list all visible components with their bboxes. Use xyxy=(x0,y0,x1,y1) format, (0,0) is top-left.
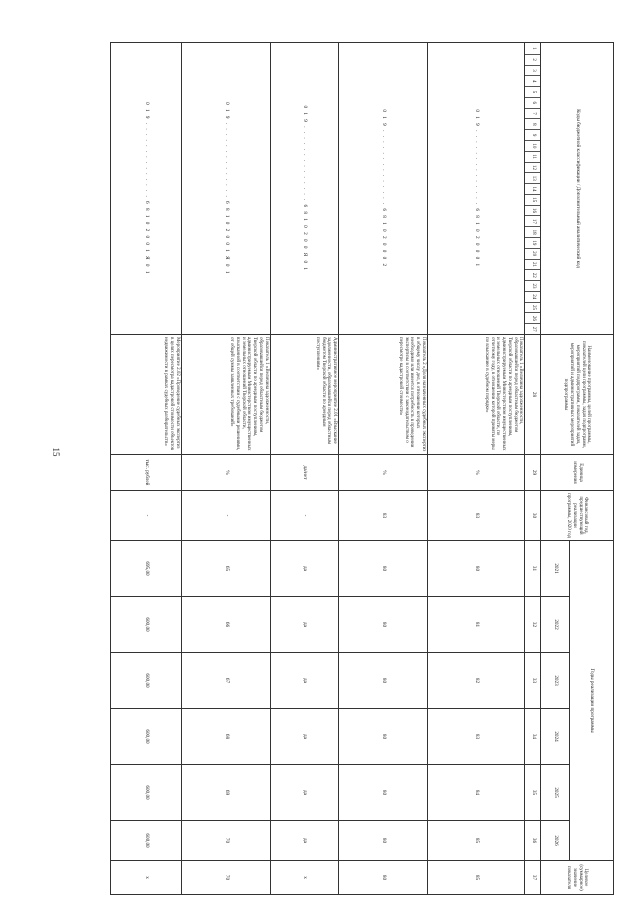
row-value-2021: 695,00 xyxy=(111,541,182,597)
col-num-unit: 29 xyxy=(525,455,541,491)
row-final: 70 xyxy=(181,861,270,895)
row-value-2024: 68 xyxy=(181,709,270,765)
row-value-2025: да xyxy=(270,765,339,821)
code-column-number: 21 xyxy=(525,259,540,270)
code-column-numbers xyxy=(525,43,540,334)
row-value-2023: да xyxy=(270,653,339,709)
row-value-2025: 600,00 xyxy=(111,765,182,821)
budget-codes-header: Коды бюджетной классификации / Дополнительный аналитический код xyxy=(540,43,613,335)
column-number-row xyxy=(525,43,541,895)
code-column-number: 5 xyxy=(525,86,540,97)
row-fin-year: - xyxy=(181,491,270,541)
row-value-2024: 80 xyxy=(339,709,428,765)
row-value-2026: 80 xyxy=(339,821,428,861)
code-column-number: 4 xyxy=(525,75,540,86)
col-num-2022: 32 xyxy=(525,597,541,653)
code-column-number: 24 xyxy=(525,291,540,302)
row-codes: 0 1 9 . . . . . . . . . . . . . . 6 8 1 0 2 0 0 0 1 xyxy=(427,43,525,335)
row-value-2024: 83 xyxy=(427,709,525,765)
row-name: Показатель 2 «Доля назначенных судебных экспертиз в общему числу дел, в отношении которых необходимо или имеется потребность в проведении экспертизы в соответствии с законодательством о пересмотре кадастровой стоимости» xyxy=(339,335,428,455)
code-column-number: 13 xyxy=(525,172,540,183)
row-unit: % xyxy=(181,455,270,491)
code-column-number: 26 xyxy=(525,312,540,323)
row-codes: 0 1 9 . . . . . . . . . . . . . . 6 8 1 0 2 0 0 0 2 xyxy=(339,43,428,335)
unit-header: Единица измерения xyxy=(540,455,613,491)
table-row xyxy=(427,43,525,895)
row-codes: 0 1 9 . . . . . . . . . . . . . . 6 8 1 0 2 0 0 1 Я 0 1 xyxy=(111,43,182,335)
row-value-2022: 80 xyxy=(339,597,428,653)
col-num-2024: 34 xyxy=(525,709,541,765)
col-num-2025: 35 xyxy=(525,765,541,821)
row-unit: % xyxy=(339,455,428,491)
col-num-name: 28 xyxy=(525,335,541,455)
table-row xyxy=(111,43,182,895)
row-value-2022: да xyxy=(270,597,339,653)
row-codes: 0 1 9 . . . . . . . . . . . . . . 6 8 1 0 2 0 0 Я 0 1 xyxy=(270,43,339,335)
row-value-2021: 80 xyxy=(427,541,525,597)
row-value-2021: 80 xyxy=(339,541,428,597)
code-column-number: 20 xyxy=(525,248,540,259)
row-value-2023: 67 xyxy=(181,653,270,709)
row-value-2023: 80 xyxy=(339,653,428,709)
code-column-number: 14 xyxy=(525,183,540,194)
row-fin-year: - xyxy=(111,491,182,541)
row-fin-year: 83 xyxy=(339,491,428,541)
col-num-fin: 30 xyxy=(525,491,541,541)
budget-codes-title: Коды бюджетной классификации xyxy=(574,109,581,183)
row-value-2026: 600,00 xyxy=(111,821,182,861)
code-column-number: 2 xyxy=(525,54,540,65)
code-column-number: 1 xyxy=(530,47,536,50)
row-value-2026: 70 xyxy=(181,821,270,861)
col-num-final: 37 xyxy=(525,861,541,895)
table-row xyxy=(270,43,339,895)
row-unit: тыс. рублей xyxy=(111,455,182,491)
code-column-number: 8 xyxy=(525,118,540,129)
row-value-2025: 69 xyxy=(181,765,270,821)
code-column-number: 17 xyxy=(525,215,540,226)
row-name: Показатель 1 «Величина задолженности, образовавшейся перед областным бюджетом Тверской области по арендным поступлениям, администрируемым Министерством имущественных и земельных отношений Тверской области, взысканной в соответствии с судебными решениями, от общей суммы заявленных требований» xyxy=(181,335,270,455)
row-final: 80 xyxy=(339,861,428,895)
year-2023-header: 2023 xyxy=(540,653,569,709)
code-column-number: 10 xyxy=(525,140,540,151)
row-value-2025: 84 xyxy=(427,765,525,821)
code-column-number: 9 xyxy=(525,129,540,140)
code-column-number: 12 xyxy=(525,162,540,173)
table-row xyxy=(339,43,428,895)
row-value-2023: 600,00 xyxy=(111,653,182,709)
row-value-2022: 66 xyxy=(181,597,270,653)
code-column-number: 19 xyxy=(525,237,540,248)
row-final: 85 xyxy=(427,861,525,895)
years-header: Годы реализации программы xyxy=(569,541,613,861)
code-column-number: 22 xyxy=(525,269,540,280)
row-codes: 0 1 9 . . . . . . . . . . . . . . 6 8 1 0 2 0 0 1 Я 0 1 xyxy=(181,43,270,335)
code-column-number: 6 xyxy=(525,97,540,108)
col-num-2023: 33 xyxy=(525,653,541,709)
row-name: Показатель 1 «Величина задолженности, образовавшейся перед областным бюджетом Тверской области по арендным поступлениям, администрируемым Министерством имущественных и земельных отношений Тверской области, по отчетному году, в отношении которой приняты меры по взысканию в судебном порядке» xyxy=(427,335,525,455)
row-value-2021: 65 xyxy=(181,541,270,597)
row-value-2022: 81 xyxy=(427,597,525,653)
code-column-number: 25 xyxy=(525,302,540,313)
code-column-number: 27 xyxy=(525,323,540,334)
code-column-number: 16 xyxy=(525,205,540,216)
name-header: Наименование программы, целей программы, показателей цели программы, задач подпрограмм, мероприятий подпрограмм, показателей задач, мероприятий и административных мероприятий подпрограммы xyxy=(540,335,613,455)
row-value-2023: 82 xyxy=(427,653,525,709)
row-unit: % xyxy=(427,455,525,491)
code-column-number: 23 xyxy=(525,280,540,291)
row-final: х xyxy=(111,861,182,895)
year-2022-header: 2022 xyxy=(540,597,569,653)
document-sheet xyxy=(110,42,614,894)
row-value-2022: 600,00 xyxy=(111,597,182,653)
year-2021-header: 2021 xyxy=(540,541,569,597)
code-column-number: 15 xyxy=(525,194,540,205)
row-value-2024: 600,00 xyxy=(111,709,182,765)
row-fin-year: - xyxy=(270,491,339,541)
col-num-2021: 31 xyxy=(525,541,541,597)
row-name: Мероприятие 2.02 «Проведение судебных экспертиз в целях пересмотра кадастровой стоимости объектов недвижимости в рамках судебных разбирательств» xyxy=(111,335,182,455)
row-final: х xyxy=(270,861,339,895)
add-code-title: Дополнительный аналитический код xyxy=(574,186,581,268)
row-fin-year: 83 xyxy=(427,491,525,541)
code-column-number: 18 xyxy=(525,226,540,237)
year-2026-header: 2026 xyxy=(540,821,569,861)
code-column-number: 11 xyxy=(525,151,540,162)
code-column-number: 7 xyxy=(525,108,540,119)
final-header: Целевое (суммарное) значение показателя xyxy=(540,861,613,895)
program-table xyxy=(110,42,614,895)
page-number: 15 xyxy=(51,447,61,457)
row-value-2026: 85 xyxy=(427,821,525,861)
row-value-2024: да xyxy=(270,709,339,765)
row-value-2026: да xyxy=(270,821,339,861)
fin-year-header: Финансовый год, предшествующий реализации программы, 2020 год xyxy=(540,491,613,541)
year-2024-header: 2024 xyxy=(540,709,569,765)
row-value-2025: 80 xyxy=(339,765,428,821)
row-unit: да/нет xyxy=(270,455,339,491)
col-num-2026: 36 xyxy=(525,821,541,861)
year-2025-header: 2025 xyxy=(540,765,569,821)
code-column-number: 3 xyxy=(525,65,540,76)
row-name: Административное мероприятие 2.01 «Взыскание задолженности, образовавшейся перед областным бюджетом Тверской области по арендным поступлениям» xyxy=(270,335,339,455)
row-value-2021: да xyxy=(270,541,339,597)
table-row xyxy=(181,43,270,895)
table-body xyxy=(111,43,525,895)
